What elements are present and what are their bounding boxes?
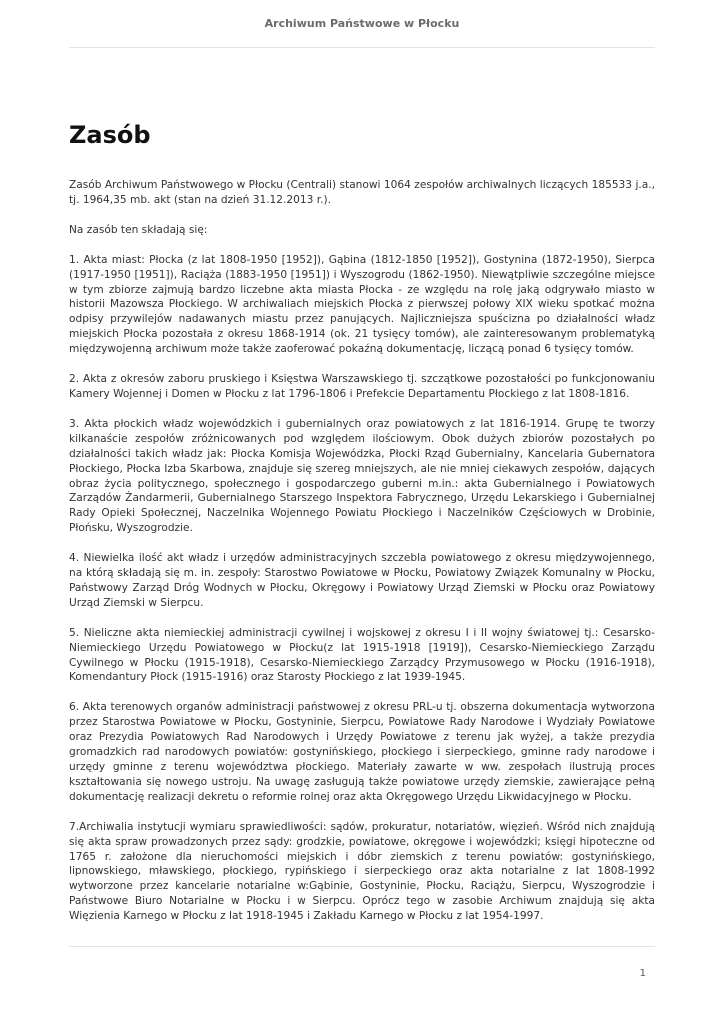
footer-divider — [69, 946, 655, 947]
list-intro: Na zasób ten składają się: — [69, 223, 208, 236]
paragraph-3-provincial-records: 3. Akta płockich władz wojewódzkich i gubernialnych oraz powiatowych z lat 1816-1914. Grupę te tworzy kilkanaście zespołów zróżnicowanych pod względem ilościowym. Obok dużych zbiorów pozostałych po działalności takich władz jak: Płocka Komisja Wojewódzka, Płocki Rząd Gubernialny, Kancelaria Gubernatora Płockiego, Płocka Izba Skarbowa, znajduje się szereg mniejszych, ale nie mniej ciekawych zespołów, dających obraz życia politycznego, społecznego i gospodarczego guberni m.in.: akta Gubernialnego i Powiatowych Zarządów Żandarmerii, Gubernialnego Starszego Inspektora Fabrycznego, Urzędu Lekarskiego i Gubernialnej Rady Opieki Społecznej, Naczelnika Wojennego Powiatu Płockiego i Naczelników Częściowych w Drobinie, Płońsku, Wyszogrodzie. — [69, 417, 655, 535]
paragraph-2-prussian-records: 2. Akta z okresów zaboru pruskiego i Księstwa Warszawskiego tj. szczątkowe pozostałości po funkcjonowaniu Kamery Wojennej i Domen w Płocku z lat 1796-1806 i Prefekcie Departamentu Płockiego z lat 1808-1816. — [69, 373, 655, 400]
intro-paragraph: Zasób Archiwum Państwowego w Płocku (Centrali) stanowi 1064 zespołów archiwalnych liczących 185533 j.a., tj. 1964,35 mb. akt (stan na dzień 31.12.2013 r.). — [69, 179, 655, 206]
article — [69, 120, 655, 923]
paragraph-4-district-records: 4. Niewielka ilość akt władz i urzędów administracyjnych szczebla powiatowego z okresu międzywojennego, na którą składają się m. in. zespoły: Starostwo Powiatowe w Płocku, Powiatowy Związek Komunalny w Płocku, Państwowy Zarząd Dróg Wodnych w Płocku, Okręgowy i Powiatowy Urząd Ziemski w Płocku oraz Powiatowy Urząd Ziemski w Sierpcu. — [69, 552, 655, 609]
paragraph-6-prl-records: 6. Akta terenowych organów administracji państwowej z okresu PRL-u tj. obszerna dokumentacja wytworzona przez Starostwa Powiatowe w Płocku, Gostyninie, Sierpcu, Powiatowe Rady Narodowe i Wydziały Powiatowe oraz Prezydia Powiatowych Rad Narodowych i Urzędy Powiatowe z terenu jak wyżej, a także prezydia gromadzkich rad narodowych powiatów: gostynińskiego, płockiego i sierpeckiego, gminne rady narodowe i urzędy gminne z terenu województwa płockiego. Materiały zawarte w ww. zespołach ilustrują proces kształtowania się nowego ustroju. Na uwagę zasługują także powiatowe urzędy ziemskie, zawierające pełną dokumentację realizacji dekretu o reformie rolnej oraz akta Okręgowego Urzędu Likwidacyjnego w Płocku. — [69, 701, 655, 803]
page-number: 1 — [639, 968, 646, 979]
page-title: Zasób — [69, 121, 151, 149]
site-title: Archiwum Państwowe w Płocku — [264, 17, 460, 30]
paragraph-7-justice-records: 7.Archiwalia instytucji wymiaru sprawiedliwości: sądów, prokuratur, notariatów, więzień. Wśród nich znajdują się akta spraw prowadzonych przez sądy: grodzkie, powiatowe, okręgowe i wojewódzki; księgi hipoteczne od 1765 r. założone dla nieruchomości miejskich i dóbr ziemskich z terenu powiatów: gostynińskiego, lipnowskiego, mławskiego, płockiego, rypińskiego i sierpeckiego oraz akta notarialne z lat 1808-1992 wytworzone przez kancelarie notarialne w:Gąbinie, Gostyninie, Płocku, Raciążu, Sierpcu, Wyszogrodzie i Państwowe Biuro Notarialne w Płocku i w Sierpcu. Oprócz tego w zasobie Archiwum znajdują się akta Więzienia Karnego w Płocku z lat 1918-1945 i Zakładu Karnego w Płocku z lat 1954-1997. — [69, 820, 655, 923]
paragraph-5-german-records: 5. Nieliczne akta niemieckiej administracji cywilnej i wojskowej z okresu I i II wojny światowej tj.: Cesarsko-Niemieckiego Urzędu Powiatowego w Płocku(z lat 1915-1918 [1919]), Cesarsko-Niemieckiego Zarządu Cywilnego w Płocku (1915-1918), Cesarsko-Niemieckiego Zarządcy Przymusowego w Płocku (1916-1918), Komendantury Płock (1915-1916) oraz Starosty Płockiego z lat 1939-1945. — [69, 626, 655, 684]
paragraph-1-city-records: 1. Akta miast: Płocka (z lat 1808-1950 [1952]), Gąbina (1812-1850 [1952]), Gostynina (1872-1950), Sierpca (1917-1950 [1951]), Raciąża (1883-1950 [1951]) i Wyszogrodu (1862-1950). Niewątpliwie szczególne miejsce w tym zbiorze zajmują bardzo liczebne akta miasta Płocka - ze względu na rolę jaką odgrywało miasto w historii Mazowsza Płockiego. W archiwaliach miejskich Płocka z pierwszej połowy XIX wieku spotkać można odpisy przywilejów nadawanych miastu przez panujących. Najliczniejsza spuścizna po działalności władz miejskich Płocka pozostała z okresu 1868-1914 (ok. 21 tysięcy tomów), ale zainteresowanym problematyką międzywojenną archiwum może także zaoferować pokaźną dokumentację, liczącą ponad 6 tysięcy tomów. — [69, 253, 655, 356]
